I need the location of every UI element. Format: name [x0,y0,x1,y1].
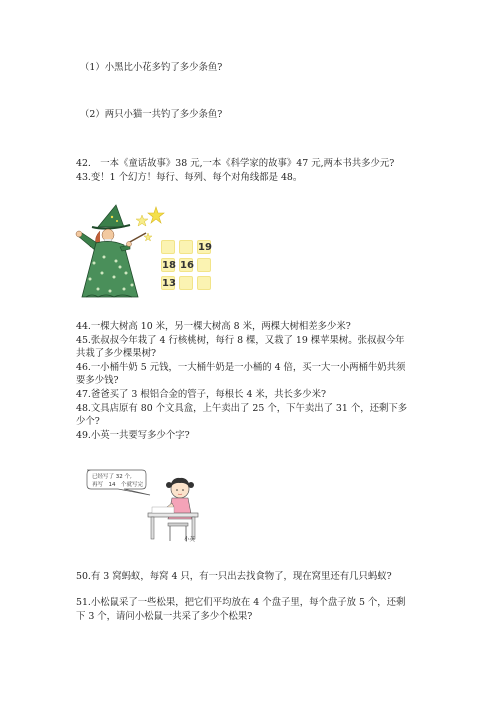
question-45-line-2: 共栽了多少棵果树? [76,348,157,359]
question-48-line-2: 少个? [76,416,100,427]
magic-square-cell: 13 [162,278,176,289]
magic-square-cell: 18 [162,260,176,271]
question-46-line-1: 46.一小桶牛奶 5 元钱，一大桶牛奶是一小桶的 4 倍，买一大一小两桶牛奶共须 [76,362,406,373]
question-45-line-1: 45.张叔叔今年栽了 4 行核桃树，每行 8 棵，又栽了 19 棵苹果树。张叔叔今年 [76,335,405,346]
question-51-line-2: 下 3 个，请问小松鼠一共采了多少个松果? [76,611,253,622]
magic-square-cell [179,276,193,290]
magic-square-cell: 19 [198,242,212,253]
speech-bubble-line-2: 再写 14 个就写完 [92,482,143,488]
question-51-line-1: 51.小松鼠采了一些松果，把它们平均放在 4 个盘子里，每个盘子放 5 个，还剩 [76,597,406,608]
question-43: 43.变！1 个幻方！每行、每列、每个对角线都是 48。 [76,172,303,183]
magic-square-cell [161,240,175,254]
question-41-part-1: （1）小黑比小花多钓了多少条鱼? [80,62,223,73]
question-46-line-2: 要多少钱? [76,375,119,386]
magic-square-cell: 16 [180,260,194,271]
question-49: 49.小英一共要写多少个字? [76,430,190,441]
speech-bubble-line-1: 已经写了 32 个, [92,474,132,480]
question-41-part-2: （2）两只小猫一共钓了多少条鱼? [80,109,223,120]
magic-square-cell [197,258,211,272]
girl-writing-illustration [84,467,209,547]
girl-name-label: 小英 [184,537,196,543]
magic-square-cell [179,240,193,254]
question-48-line-1: 48.文具店原有 80 个文具盒，上午卖出了 25 个，下午卖出了 31 个，还剩下多 [76,403,408,414]
question-50: 50.有 3 窝蚂蚁，每窝 4 只，有一只出去找食物了，现在窝里还有几只蚂蚁? [76,571,392,582]
question-44: 44.一棵大树高 10 米，另一棵大树高 8 米，两棵大树相差多少米? [76,321,351,332]
magic-square-cell [197,276,211,290]
question-47: 47.爸爸买了 3 根铝合金的管子，每根长 4 米，共长多少米? [76,389,327,400]
question-42: 42. 一本《童话故事》38 元,一本《科学家的故事》47 元,两本书共多少元? [76,158,395,169]
